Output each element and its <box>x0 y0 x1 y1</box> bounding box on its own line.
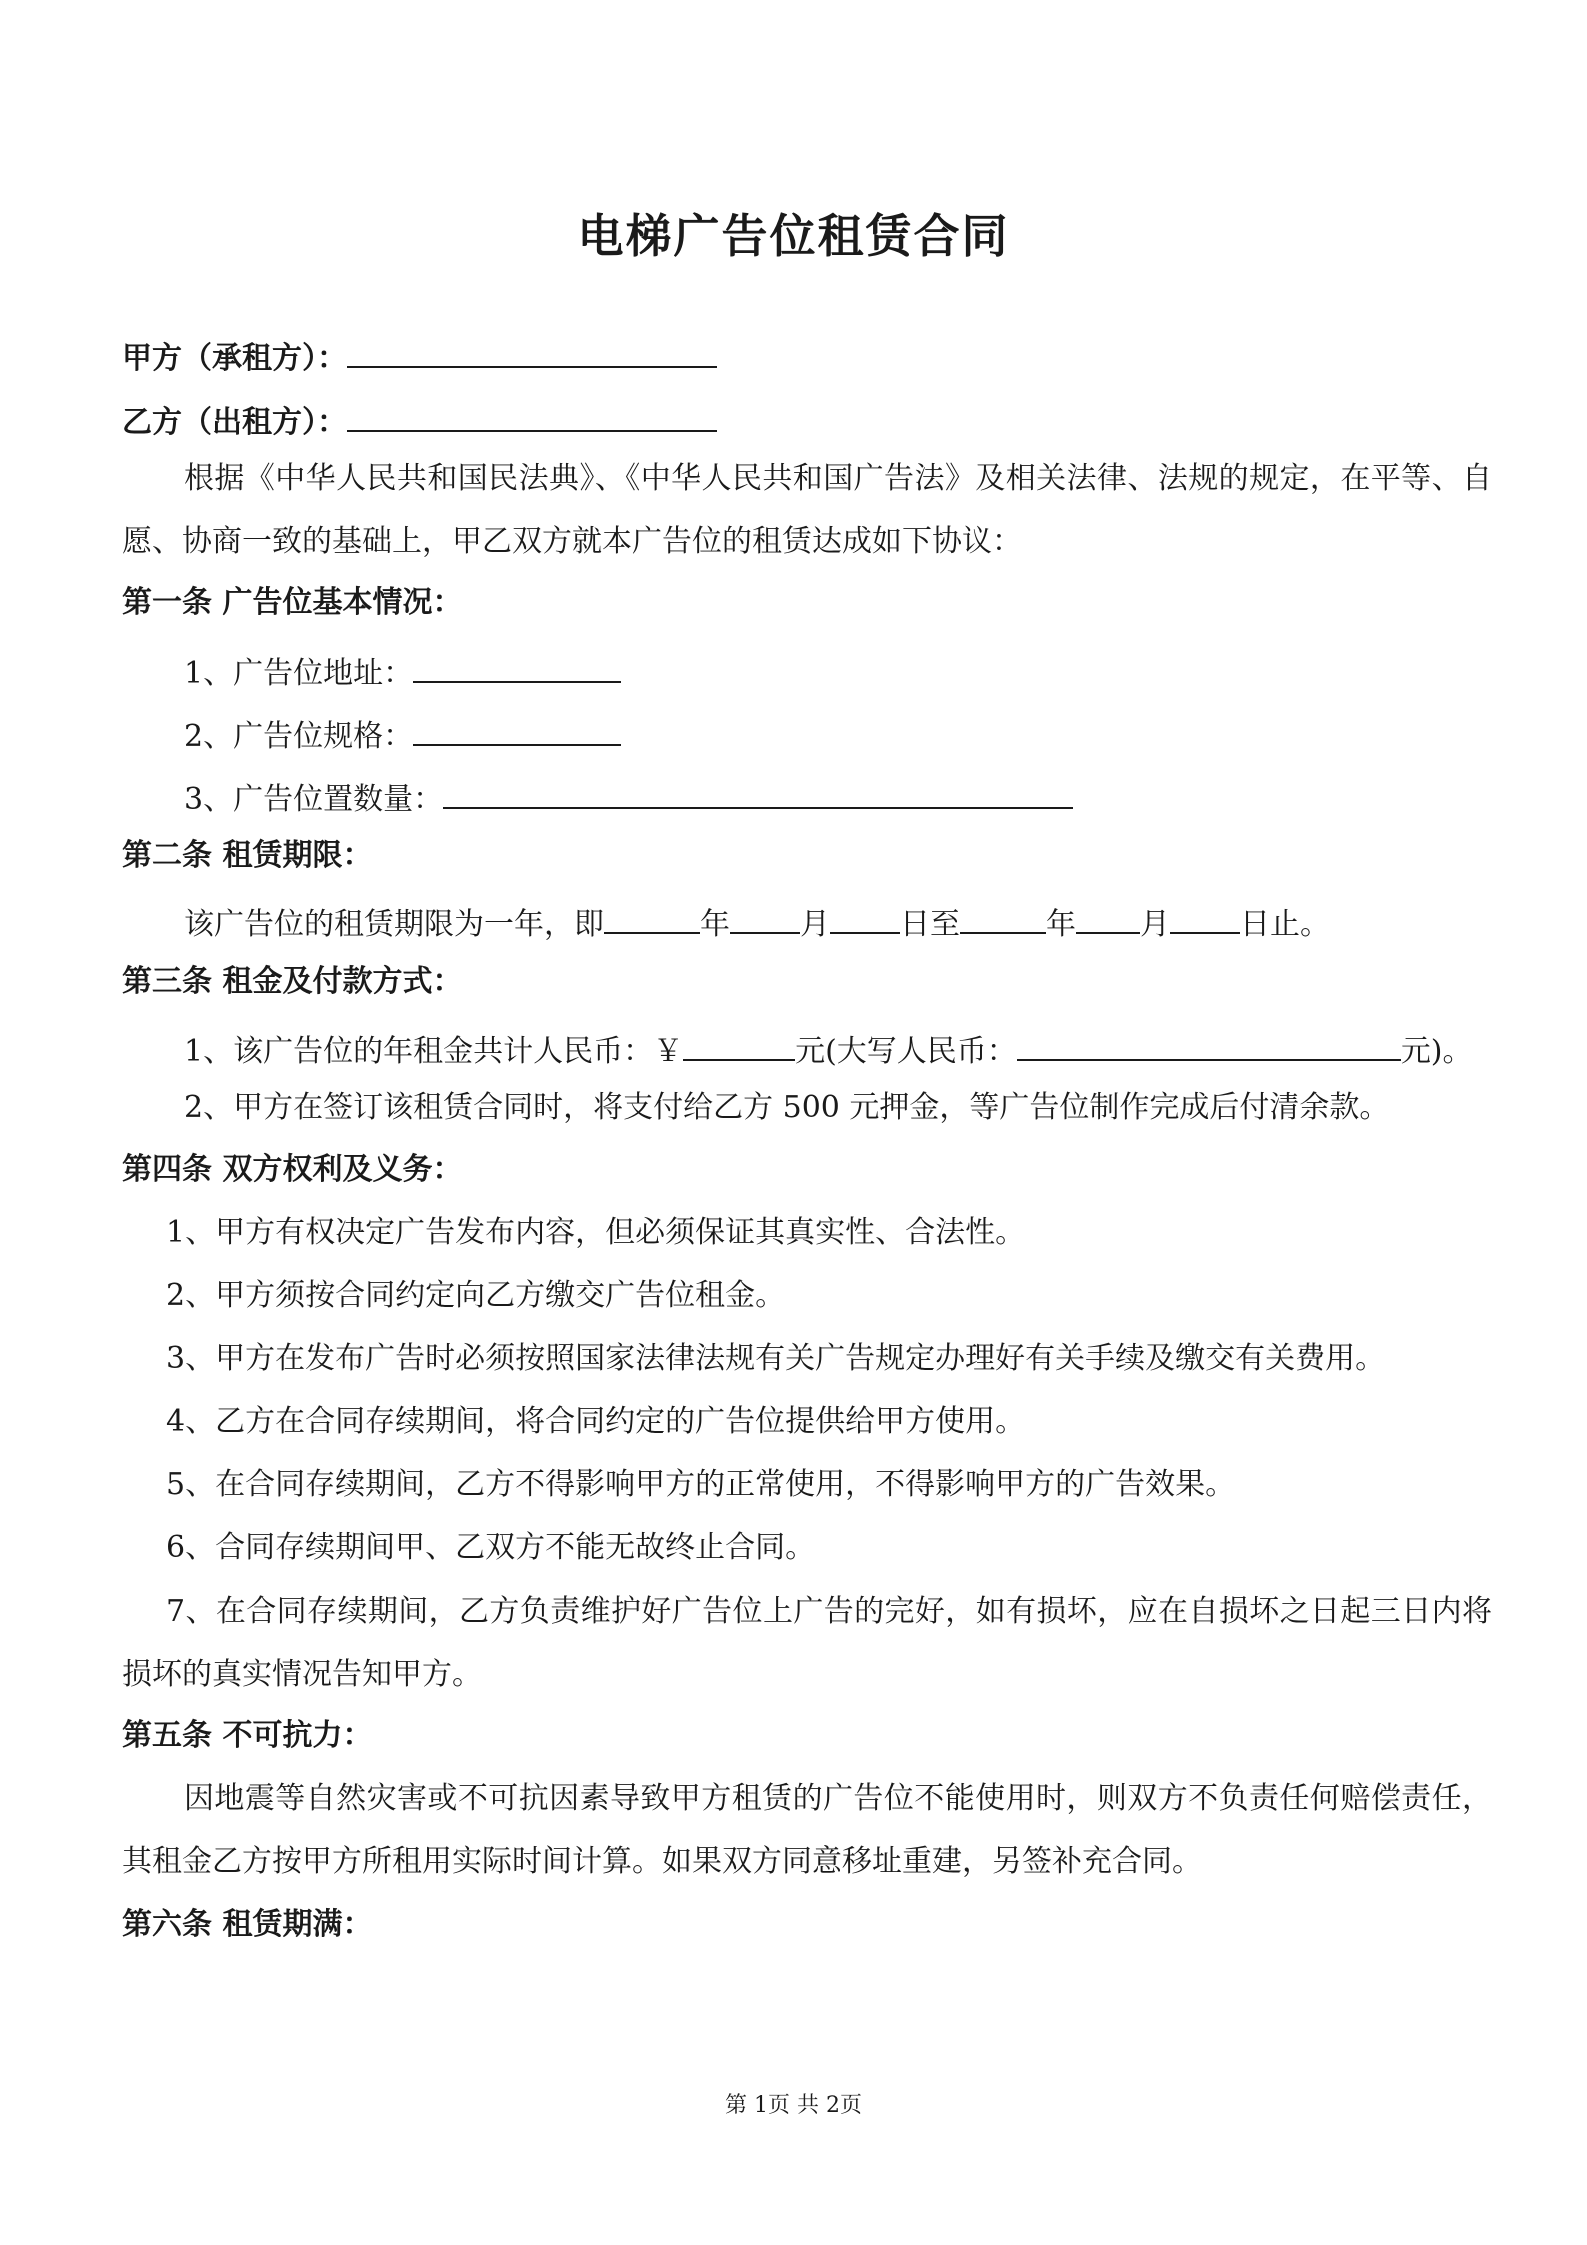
article-3-item-2: 2、甲方在签订该租赁合同时，将支付给乙方 500 元押金，等广告位制作完成后付清余款。 <box>184 1090 1390 1125</box>
page-footer: 第 1页 共 2页 <box>725 2093 862 2118</box>
start-month-blank[interactable] <box>730 898 800 934</box>
party-a-label: 甲方（承租方）： <box>122 341 347 376</box>
article-2-heading: 第二条 租赁期限： <box>122 838 373 873</box>
spec-blank[interactable] <box>413 710 621 746</box>
day-end-label: 日止。 <box>1240 907 1330 942</box>
address-blank[interactable] <box>413 647 621 683</box>
article-1-heading: 第一条 广告位基本情况： <box>122 585 463 620</box>
month-label: 月 <box>1140 907 1170 942</box>
article-3-heading: 第三条 租金及付款方式： <box>122 964 463 999</box>
article-1-item-3 <box>184 773 1073 820</box>
party-b-label: 乙方（出租方）： <box>122 405 347 440</box>
party-a-line <box>122 332 717 379</box>
article-4-item-6: 6、合同存续期间甲、乙双方不能无故终止合同。 <box>166 1530 816 1565</box>
party-b-line <box>122 396 717 443</box>
article-4-item-7: 7、在合同存续期间，乙方负责维护好广告位上广告的完好，如有损坏，应在自损坏之日起三日内将损坏的真实情况告知甲方。 <box>122 1594 1492 1692</box>
start-year-blank[interactable] <box>604 898 700 934</box>
article-1-item-2 <box>184 710 621 757</box>
rent-uppercase-blank[interactable] <box>1017 1025 1401 1061</box>
month-label: 月 <box>800 907 830 942</box>
item-label: 2、广告位规格： <box>184 719 414 754</box>
party-a-blank[interactable] <box>347 332 717 368</box>
quantity-blank[interactable] <box>443 773 1073 809</box>
term-text: 该广告位的租赁期限为一年，即 <box>184 907 604 942</box>
article-4-item-1: 1、甲方有权决定广告发布内容，但必须保证其真实性、合法性。 <box>166 1215 1026 1250</box>
article-5-text: 因地震等自然灾害或不可抗因素导致甲方租赁的广告位不能使用时，则双方不负责任何赔偿责任，其租金乙方按甲方所租用实际时间计算。如果双方同意移址重建，另签补充合同。 <box>122 1781 1492 1879</box>
rent-amount-blank[interactable] <box>683 1025 795 1061</box>
intro-paragraph: 根据《中华人民共和国民法典》、《中华人民共和国广告法》及相关法律、法规的规定，在平等、自愿、协商一致的基础上，甲乙双方就本广告位的租赁达成如下协议： <box>122 461 1492 559</box>
rent-end-text: 元)。 <box>1400 1034 1473 1069</box>
article-2-text <box>184 898 1330 945</box>
party-b-blank[interactable] <box>347 396 717 432</box>
article-4-heading: 第四条 双方权利及义务： <box>122 1152 463 1187</box>
article-1-item-1 <box>184 647 621 694</box>
article-6-heading: 第六条 租赁期满： <box>122 1907 373 1942</box>
article-4-item-4: 4、乙方在合同存续期间，将合同约定的广告位提供给甲方使用。 <box>166 1404 1026 1439</box>
end-day-blank[interactable] <box>1170 898 1240 934</box>
item-label: 3、广告位置数量： <box>184 782 444 817</box>
article-5-heading: 第五条 不可抗力： <box>122 1718 373 1753</box>
year-label: 年 <box>1046 907 1076 942</box>
rent-text: 1、该广告位的年租金共计人民币：￥ <box>184 1034 684 1069</box>
start-day-blank[interactable] <box>830 898 900 934</box>
end-year-blank[interactable] <box>960 898 1046 934</box>
article-4-item-5: 5、在合同存续期间，乙方不得影响甲方的正常使用，不得影响甲方的广告效果。 <box>166 1467 1236 1502</box>
year-label: 年 <box>700 907 730 942</box>
day-to-label: 日至 <box>900 907 960 942</box>
article-4-item-2: 2、甲方须按合同约定向乙方缴交广告位租金。 <box>166 1278 786 1313</box>
item-label: 1、广告位地址： <box>184 656 414 691</box>
document-title: 电梯广告位租赁合同 <box>577 209 1010 263</box>
rent-mid-text: 元(大写人民币： <box>795 1034 1017 1069</box>
article-3-item-1 <box>184 1025 1473 1072</box>
article-4-item-3: 3、甲方在发布广告时必须按照国家法律法规有关广告规定办理好有关手续及缴交有关费用。 <box>166 1341 1386 1376</box>
end-month-blank[interactable] <box>1076 898 1140 934</box>
